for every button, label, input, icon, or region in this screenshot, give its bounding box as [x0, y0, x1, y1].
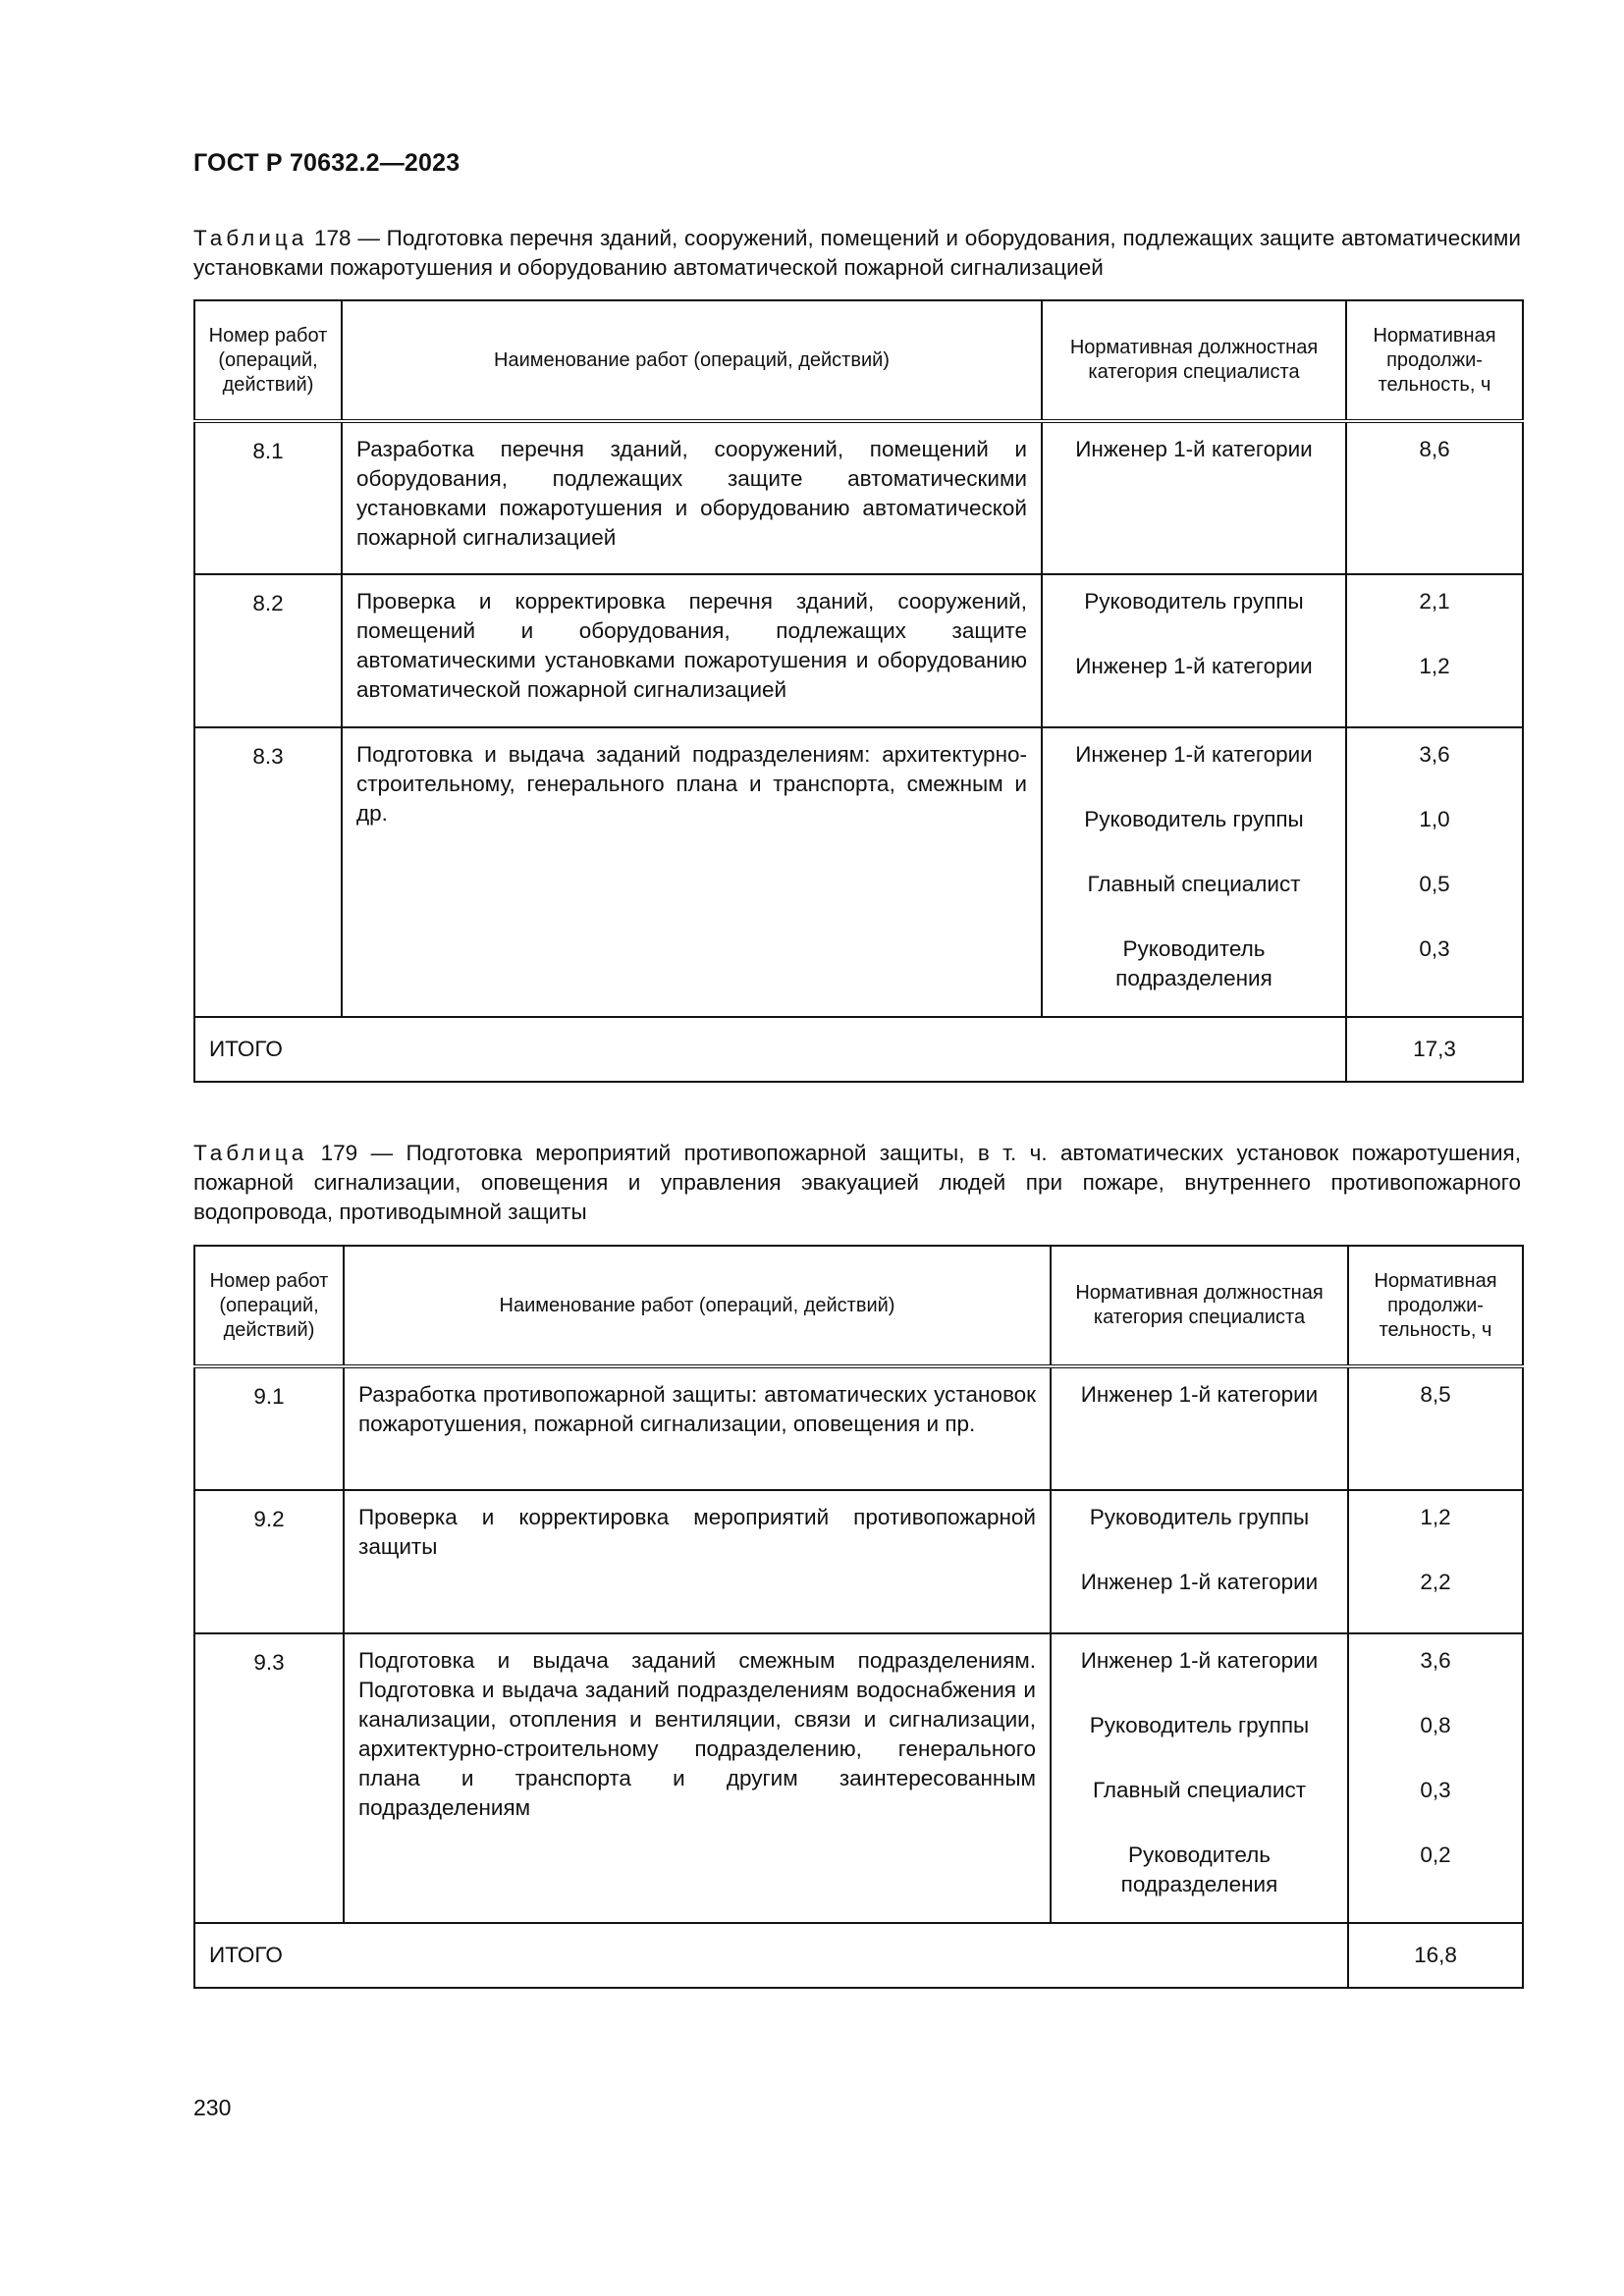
row-category: Руководитель группы	[1089, 1505, 1310, 1529]
row-category: Инженер 1-й категории	[1080, 1648, 1319, 1673]
table-178-caption-label: Таблица	[193, 226, 308, 250]
row-category: Инженер 1-й категории	[1075, 654, 1313, 678]
col-header-duration: Нормативная продолжи-тельность, ч	[1346, 300, 1523, 421]
row-num: 8.3	[194, 727, 342, 1017]
page-number: 230	[193, 2095, 232, 2120]
row-category: Инженер 1-й категории	[1075, 742, 1313, 767]
table-178-caption	[193, 224, 1521, 283]
table-total-row	[194, 1017, 1523, 1082]
row-category: Инженер 1-й категории	[1075, 437, 1313, 461]
row-num: 9.3	[194, 1633, 344, 1923]
row-category: Инженер 1-й категории	[1080, 1570, 1319, 1594]
row-category: Руководитель подразделения	[1120, 1842, 1278, 1896]
row-duration: 0,8	[1420, 1713, 1451, 1737]
table-row	[194, 1633, 1523, 1923]
row-duration: 0,2	[1420, 1842, 1451, 1867]
table-178	[193, 299, 1524, 1083]
total-value: 16,8	[1348, 1923, 1523, 1988]
table-row	[194, 727, 1523, 1017]
total-value: 17,3	[1346, 1017, 1523, 1082]
row-num: 9.2	[194, 1490, 344, 1633]
table-178-header-row	[194, 300, 1523, 421]
table-row	[194, 574, 1523, 727]
row-duration: 3,6	[1420, 1648, 1451, 1673]
row-category: Руководитель группы	[1089, 1713, 1310, 1737]
row-name: Подготовка и выдача заданий подразделениям: архитектурно-строительному, генерального плана и транспорта, смежным и др.	[342, 727, 1042, 1017]
row-num: 8.2	[194, 574, 342, 727]
total-label: ИТОГО	[194, 1923, 1348, 1988]
row-duration: 2,1	[1419, 589, 1450, 614]
table-178-caption-text: 178 — Подготовка перечня зданий, сооружений, помещений и оборудования, подлежащих защите автоматическими установками пожаротушения и оборудованию автоматической пожарной сигнализацией	[193, 226, 1521, 280]
table-179-caption	[193, 1139, 1521, 1227]
row-duration: 3,6	[1419, 742, 1450, 767]
row-name: Разработка перечня зданий, сооружений, помещений и оборудования, подлежащих защите автоматическими установками пожаротушения и оборудованию автоматической пожарной сигнализацией	[342, 421, 1042, 574]
row-category: Инженер 1-й категории	[1080, 1382, 1319, 1407]
row-name: Разработка противопожарной защиты: автоматических установок пожаротушения, пожарной сигнализации, оповещения и пр.	[344, 1366, 1051, 1490]
col-header-num: Номер работ (операций, действий)	[194, 1246, 344, 1366]
row-duration: 8,6	[1419, 437, 1450, 461]
col-header-category: Нормативная должностная категория специалиста	[1042, 300, 1346, 421]
row-num: 9.1	[194, 1366, 344, 1490]
row-category: Руководитель группы	[1084, 807, 1304, 831]
row-duration: 0,5	[1419, 872, 1450, 896]
col-header-name: Наименование работ (операций, действий)	[342, 300, 1042, 421]
table-179-header-row	[194, 1246, 1523, 1366]
row-duration: 0,3	[1419, 936, 1450, 961]
row-category: Главный специалист	[1092, 1778, 1307, 1802]
row-name: Проверка и корректировка перечня зданий, сооружений, помещений и оборудования, подлежащих защите автоматическими установками пожаротушения и оборудованию автоматической пожарной сигнализацией	[342, 574, 1042, 727]
col-header-category: Нормативная должностная категория специалиста	[1051, 1246, 1348, 1366]
row-category: Руководитель группы	[1084, 589, 1304, 614]
table-179	[193, 1245, 1524, 1989]
table-total-row	[194, 1923, 1523, 1988]
table-row	[194, 1366, 1523, 1490]
row-duration: 1,0	[1419, 807, 1450, 831]
row-num: 8.1	[194, 421, 342, 574]
row-duration: 0,3	[1420, 1778, 1451, 1802]
row-duration: 8,5	[1420, 1382, 1451, 1407]
row-name: Подготовка и выдача заданий смежным подразделениям. Подготовка и выдача заданий подразделениям водоснабжения и канализации, отопления и вентиляции, связи и сигнализации, архитектурно-строительному подразделению, генерального плана и транспорта и другим заинтересованным подразделениям	[344, 1633, 1051, 1923]
row-duration: 1,2	[1420, 1505, 1451, 1529]
row-category: Руководитель подразделения	[1115, 936, 1272, 990]
total-label: ИТОГО	[194, 1017, 1346, 1082]
col-header-name: Наименование работ (операций, действий)	[344, 1246, 1051, 1366]
table-179-caption-text: 179 — Подготовка мероприятий противопожарной защиты, в т. ч. автоматических установок пожаротушения, пожарной сигнализации, оповещения и управления эвакуацией людей при пожаре, внутреннего противопожарного водопровода, противодымной защиты	[193, 1141, 1521, 1224]
row-duration: 2,2	[1420, 1570, 1451, 1594]
table-row	[194, 1490, 1523, 1633]
col-header-duration: Нормативная продолжи-тельность, ч	[1348, 1246, 1523, 1366]
col-header-num: Номер работ (операций, действий)	[194, 300, 342, 421]
document-code: ГОСТ Р 70632.2—2023	[193, 149, 460, 177]
row-duration: 1,2	[1419, 654, 1450, 678]
table-row	[194, 421, 1523, 574]
row-category: Главный специалист	[1087, 872, 1301, 896]
table-179-caption-label: Таблица	[193, 1141, 308, 1165]
row-name: Проверка и корректировка мероприятий противопожарной защиты	[344, 1490, 1051, 1633]
